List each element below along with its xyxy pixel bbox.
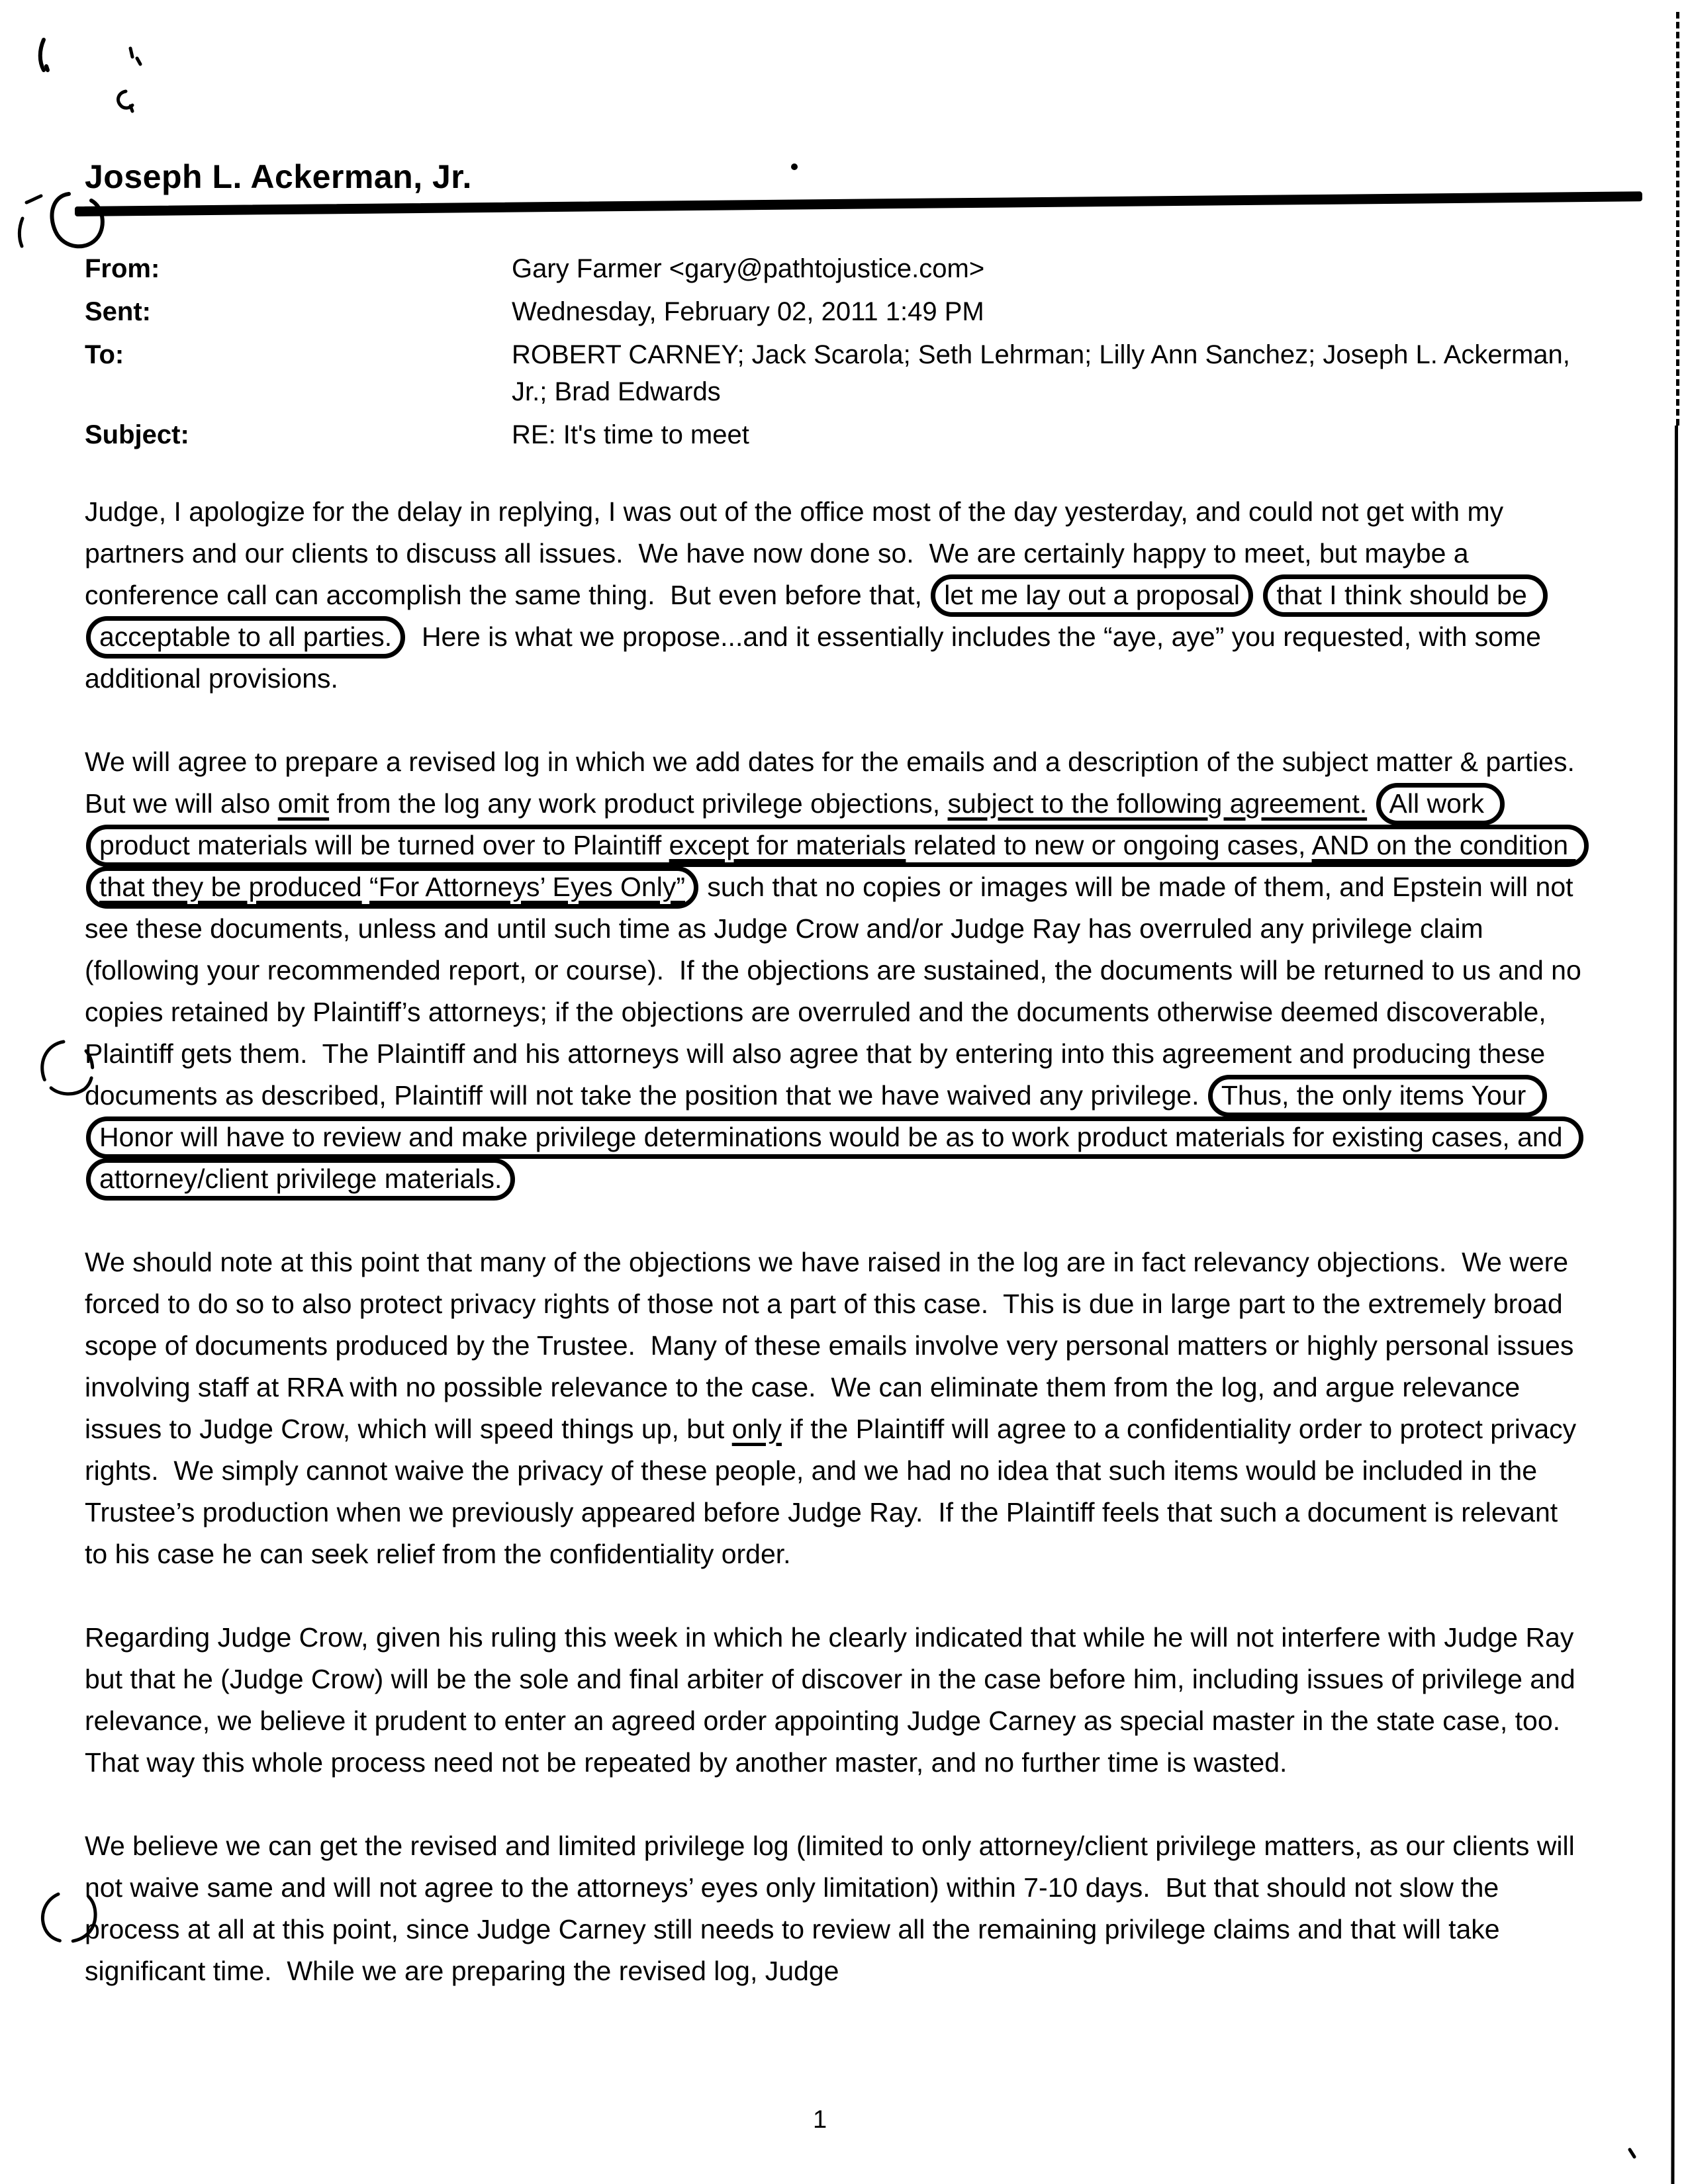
field-label: From: bbox=[85, 254, 160, 283]
text-segment: from the log any work product privilege objections, bbox=[329, 788, 948, 819]
text-segment: related to new or ongoing cases, bbox=[906, 830, 1312, 860]
header-field-row bbox=[85, 250, 1582, 287]
pen-underlined-text: omit bbox=[277, 788, 330, 819]
pen-underlined-text: AND on the condition that they be produced bbox=[99, 830, 1576, 902]
scan-edge-solid-line bbox=[1671, 426, 1678, 2184]
text-segment: Judge, I apologize for the delay in replying, I was out of the office most of the day yesterday, and could not get with my partners and our clients to discuss all issues. We have now done so. We are certainly happy to meet, but maybe a conference call can accomplish the same thing. But even before that, bbox=[85, 496, 1511, 610]
pen-underlined-text: “For Attorneys’ Eyes Only” bbox=[369, 872, 685, 902]
pen-underlined-text: subject to the following agreement. bbox=[947, 788, 1368, 819]
text-segment bbox=[362, 872, 369, 902]
pen-underlined-text: except for materials bbox=[669, 830, 906, 860]
field-value: Wednesday, February 02, 2011 1:49 PM bbox=[512, 297, 984, 326]
pen-circled-text: that I think should be acceptable to all parties. bbox=[86, 574, 1548, 659]
paragraph bbox=[85, 741, 1590, 1200]
header-field-row bbox=[85, 293, 1582, 330]
pen-tick-bottom-right bbox=[1630, 2150, 1634, 2157]
paragraph bbox=[85, 1825, 1582, 1992]
page-number: 1 bbox=[813, 2106, 827, 2134]
pen-dot bbox=[791, 163, 798, 170]
text-segment: Here is what we propose...and it essentially includes the “aye, aye” you requested, with some additional provisions. bbox=[85, 621, 1549, 694]
text-segment: We should note at this point that many of the objections we have raised in the log are in fact relevancy objections. We were forced to do so to also protect privacy rights of those not a part of this case. This is due in large part to the extremely broad scope of documents produced by the Trustee. Many of these emails involve very personal matters or highly personal issues involving staff at RRA with no possible relevance to the case. We can eliminate them from the log, and argue relevance issues to Judge Crow, which will speed things up, but bbox=[85, 1247, 1581, 1444]
field-label: Subject: bbox=[85, 420, 189, 449]
paragraph bbox=[85, 1242, 1582, 1575]
field-value: Gary Farmer <gary@pathtojustice.com> bbox=[512, 254, 985, 283]
pen-circled-text: Thus, the only items Your Honor will have to review and make privilege determinations would be as to work product materials for existing cases, and attorney/client privilege materials. bbox=[86, 1075, 1583, 1201]
paragraph bbox=[85, 491, 1582, 700]
text-segment: We believe we can get the revised and limited privilege log (limited to only attorney/client privilege matters, as our clients will not waive same and will not agree to the attorneys’ eyes only limitation) within 7-10 days. But that should not slow the process at all at this point, since Judge Carney still needs to review all the remaining privilege claims and that will take significant time. While we are preparing the revised log, Judge bbox=[85, 1831, 1583, 1986]
field-value: RE: It's time to meet bbox=[512, 420, 749, 449]
field-value: ROBERT CARNEY; Jack Scarola; Seth Lehrman; Lilly Ann Sanchez; Joseph L. Ackerman, Jr.; Brad Edwards bbox=[512, 340, 1570, 406]
text-segment: Regarding Judge Crow, given his ruling this week in which he clearly indicated that while he will not interfere with Judge Ray but that he (Judge Crow) will be the sole and final arbiter of discover in the case before him, including issues of privilege and relevance, we believe it prudent to enter an agreed order appointing Judge Carney as special master in the state case, too. That way this whole process need not be repeated by another master, and no further time is wasted. bbox=[85, 1622, 1583, 1778]
text-segment: We will agree to prepare a revised log in which we add dates for the emails and a description of the subject matter & parties. But we will also bbox=[85, 747, 1590, 819]
text-segment bbox=[1254, 580, 1262, 610]
recipient-name-heading: Joseph L. Ackerman, Jr. bbox=[85, 158, 472, 195]
email-body bbox=[85, 491, 1590, 2034]
header-fields bbox=[85, 250, 1582, 459]
paragraph bbox=[85, 1617, 1582, 1784]
text-segment: such that no copies or images will be made of them, and Epstein will not see these documents, unless and until such time as Judge Crow and/or Judge Ray has overruled any privilege claim (following your recommended report, or course). If the objections are sustained, the documents will be returned to us and no copies retained by Plaintiff’s attorneys; if the objections are overruled and the documents otherwise deemed discoverable, Plaintiff gets them. The Plaintiff and his attorneys will also agree that by entering into this agreement and producing these documents as described, Plaintiff will not take the position that we have waived any privilege. bbox=[85, 872, 1589, 1111]
text-segment: All work product materials will be turned over to Plaintiff bbox=[99, 788, 1492, 860]
field-label: Sent: bbox=[85, 297, 151, 326]
pen-circled-text: let me lay out a proposal bbox=[931, 574, 1253, 617]
pen-loop-title-annotation bbox=[19, 194, 102, 246]
pen-underlined-text: only bbox=[731, 1414, 782, 1444]
text-segment bbox=[1367, 788, 1374, 819]
pen-mark-top-left bbox=[40, 40, 140, 111]
header-field-row bbox=[85, 416, 1582, 453]
header-field-row bbox=[85, 336, 1582, 410]
text-segment: if the Plaintiff will agree to a confidentiality order to protect privacy rights. We simply cannot waive the privacy of these people, and we had no idea that such items would be included in the Trustee’s production when we previously appeared before Judge Ray. If the Plaintiff feels that such a document is relevant to his case he can seek relief from the confidentiality order. bbox=[85, 1414, 1584, 1569]
field-label: To: bbox=[85, 340, 124, 369]
scan-edge-dashed-line bbox=[1676, 12, 1679, 426]
